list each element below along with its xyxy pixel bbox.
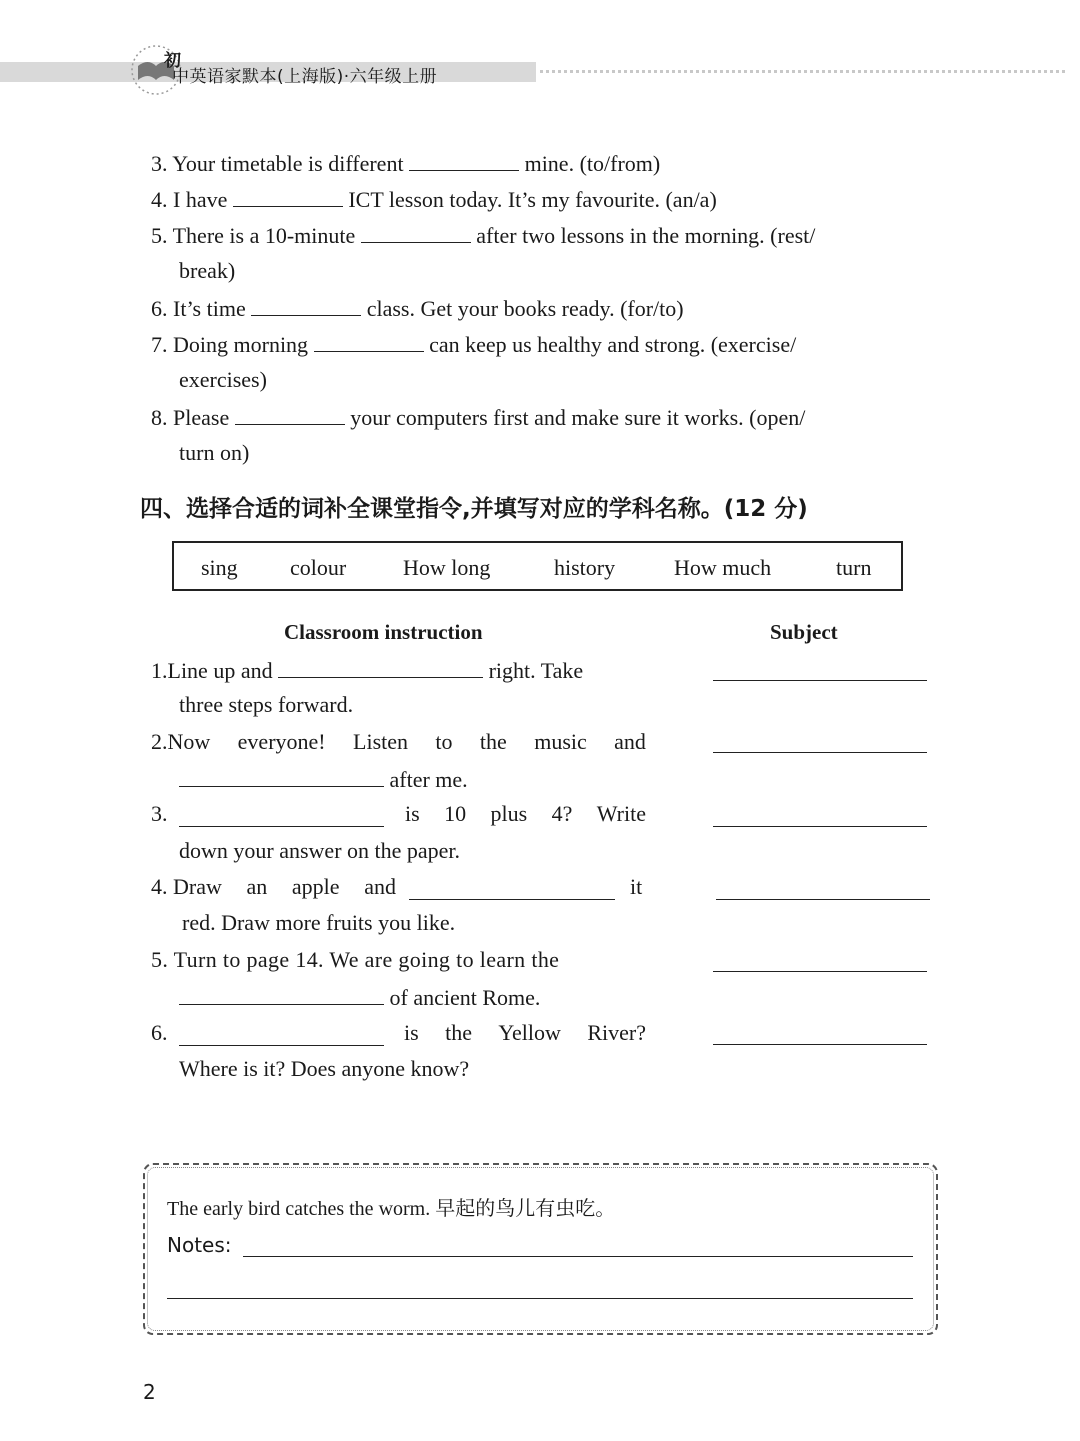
answer-blank[interactable] xyxy=(179,1023,384,1046)
instruction-item-6-num: 6. xyxy=(151,1020,168,1045)
column-heading-subject: Subject xyxy=(770,620,838,644)
answer-blank[interactable] xyxy=(235,402,345,425)
word-bank-item: How much xyxy=(674,555,772,580)
exercise-item-4: 4. I have ICT lesson today. It’s my favourite. (an/a) xyxy=(151,184,717,214)
notes-line-2[interactable] xyxy=(167,1298,913,1299)
instruction-item-3-cont: down your answer on the paper. xyxy=(179,838,461,863)
exercise-item-8-cont: turn on) xyxy=(179,440,250,465)
notes-label: Notes: xyxy=(167,1233,232,1257)
word-bank-item: turn xyxy=(836,555,872,580)
exercise-item-5-cont: break) xyxy=(179,258,236,283)
subject-blank-3[interactable] xyxy=(713,826,927,827)
answer-blank[interactable] xyxy=(179,804,384,827)
word-bank-item: history xyxy=(554,555,616,580)
instruction-item-3-num: 3. xyxy=(151,801,168,826)
word-bank-item: sing xyxy=(201,555,238,580)
subject-blank-6[interactable] xyxy=(713,1044,927,1045)
instruction-item-1: 1.Line up and right. Take xyxy=(151,655,583,685)
instruction-item-4: 4. Draw an apple and xyxy=(151,874,396,899)
proverb: The early bird catches the worm. 早起的鸟儿有虫吃。 xyxy=(167,1196,616,1220)
answer-blank[interactable] xyxy=(314,329,424,352)
header-level-char: 初 xyxy=(164,51,181,71)
answer-blank[interactable] xyxy=(409,148,519,171)
instruction-item-5-cont: of ancient Rome. xyxy=(179,982,540,1012)
page-number: 2 xyxy=(143,1380,156,1404)
answer-blank[interactable] xyxy=(409,877,615,900)
exercise-item-7: 7. Doing morning can keep us healthy and strong. (exercise/ xyxy=(151,329,796,359)
header-dotted-rule xyxy=(540,70,1065,73)
answer-blank[interactable] xyxy=(179,764,384,787)
exercise-item-7-cont: exercises) xyxy=(179,367,267,392)
instruction-item-6: is the Yellow River? xyxy=(404,1020,646,1045)
instruction-item-6-cont: Where is it? Does anyone know? xyxy=(179,1056,470,1081)
section-title: 四、选择合适的词补全课堂指令,并填写对应的学科名称。(12 分) xyxy=(140,496,808,522)
answer-blank[interactable] xyxy=(278,655,483,678)
word-bank xyxy=(172,541,903,591)
subject-blank-2[interactable] xyxy=(713,752,927,753)
header-title: 中英语家默本(上海版)·六年级上册 xyxy=(172,67,438,87)
instruction-item-2: 2.Now everyone! Listen to the music and xyxy=(151,729,646,754)
instruction-item-4-end: it xyxy=(630,874,643,899)
exercise-item-3: 3. Your timetable is different mine. (to/from) xyxy=(151,148,660,178)
notes-line-1[interactable] xyxy=(243,1256,913,1257)
answer-blank[interactable] xyxy=(179,982,384,1005)
instruction-item-5: 5. Turn to page 14. We are going to learn the xyxy=(151,947,560,972)
exercise-item-8: 8. Please your computers first and make sure it works. (open/ xyxy=(151,402,805,432)
instruction-item-1-cont: three steps forward. xyxy=(179,692,354,717)
instruction-item-2-cont: after me. xyxy=(179,764,468,794)
exercise-item-5: 5. There is a 10-minute after two lessons in the morning. (rest/ xyxy=(151,220,815,250)
subject-blank-5[interactable] xyxy=(713,971,927,972)
column-heading-instruction: Classroom instruction xyxy=(284,620,483,644)
subject-blank-4[interactable] xyxy=(716,899,930,900)
subject-blank-1[interactable] xyxy=(713,680,927,681)
exercise-item-6: 6. It’s time class. Get your books ready. (for/to) xyxy=(151,293,684,323)
answer-blank[interactable] xyxy=(361,220,471,243)
word-bank-item: colour xyxy=(290,555,347,580)
instruction-item-4-cont: red. Draw more fruits you like. xyxy=(182,910,456,935)
answer-blank[interactable] xyxy=(251,293,361,316)
instruction-item-3: is 10 plus 4? Write xyxy=(405,801,646,826)
word-bank-item: How long xyxy=(403,555,491,580)
answer-blank[interactable] xyxy=(233,184,343,207)
